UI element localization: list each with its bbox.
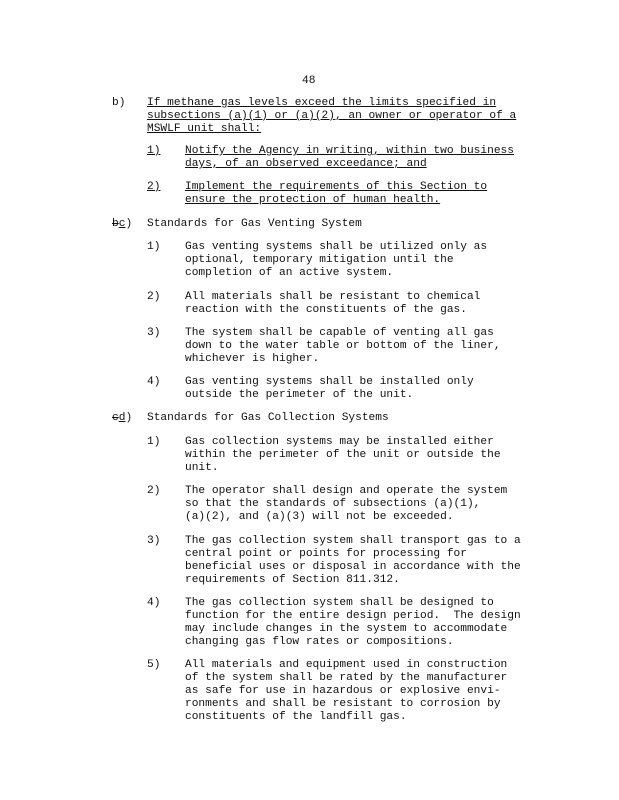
section-c-heading: Standards for Gas Venting System [147, 218, 362, 230]
section-d-item-5-line-2: of the system shall be rated by the manufacturer [185, 672, 508, 684]
section-d-item-4-line-1: The gas collection system shall be designed to [185, 597, 494, 609]
section-d-label-paren: ) [125, 412, 133, 424]
section-c-label-inserted: c [118, 218, 126, 230]
section-d-item-4-line-4: changing gas flow rates or compositions. [185, 636, 454, 648]
section-c-item-4-line-2: outside the perimeter of the unit. [185, 389, 414, 401]
section-d-item-2-line-1: The operator shall design and operate the system [185, 485, 508, 497]
section-d-item-5-line-4: ronments and shall be resistant to corrosion by [185, 698, 501, 710]
section-d-item-3-line-4: requirements of Section 811.312. [185, 574, 400, 586]
section-d-item-1-line-1: Gas collection systems may be installed either [185, 436, 494, 448]
page-number: 48 [302, 75, 316, 87]
section-d-item-1-num: 1) [147, 436, 161, 448]
section-d-item-3-line-1: The gas collection system shall transport gas to a [185, 535, 521, 547]
section-d-item-5-line-3: as safe for use in hazardous or explosive envi- [185, 685, 501, 697]
section-c-item-4-line-1: Gas venting systems shall be installed only [185, 376, 474, 388]
section-c-item-3-line-2: down to the water table or bottom of the liner, [185, 340, 501, 352]
section-d-item-4-line-2: function for the entire design period. The design [185, 610, 521, 622]
section-d-item-2-line-2: so that the standards of subsections (a)(1), [185, 498, 481, 510]
section-c-item-2-line-1: All materials shall be resistant to chemical [185, 291, 481, 303]
section-d-label [112, 412, 132, 425]
section-d-item-2-num: 2) [147, 485, 161, 497]
section-c-label [112, 218, 132, 231]
section-d-heading: Standards for Gas Collection Systems [147, 412, 389, 424]
section-d-item-3-num: 3) [147, 535, 161, 547]
section-b-line-2: subsections (a)(1) or (a)(2), an owner or operator of a [147, 110, 517, 122]
section-c-item-4-num: 4) [147, 376, 161, 388]
section-b-item-2-line-2: ensure the protection of human health. [185, 194, 441, 206]
section-d-item-1-line-3: unit. [185, 462, 219, 474]
section-d-item-1-line-2: within the perimeter of the unit or outside the [185, 449, 501, 461]
section-d-item-4-num: 4) [147, 597, 161, 609]
section-d-label-deleted: c [112, 412, 119, 424]
section-d-label-inserted: d [118, 412, 126, 424]
section-b-item-1-line-1: Notify the Agency in writing, within two business [185, 145, 514, 157]
section-d-item-5-line-1: All materials and equipment used in construction [185, 659, 508, 671]
section-c-item-2-line-2: reaction with the constituents of the gas. [185, 304, 467, 316]
section-d-item-2-line-3: (a)(2), and (a)(3) will not be exceeded. [185, 511, 454, 523]
section-d-item-4-line-3: may include changes in the system to accommodate [185, 623, 508, 635]
section-c-item-2-num: 2) [147, 291, 161, 303]
section-c-item-3-num: 3) [147, 327, 161, 339]
section-d-item-5-num: 5) [147, 659, 161, 671]
section-c-item-3-line-1: The system shall be capable of venting all gas [185, 327, 494, 339]
section-c-item-1-num: 1) [147, 241, 161, 253]
section-b-item-1-num: 1) [147, 145, 161, 157]
section-b-line-3: MSWLF unit shall: [147, 123, 262, 135]
section-c-label-paren: ) [125, 218, 133, 230]
section-b-item-2-line-1: Implement the requirements of this Section to [185, 181, 488, 193]
section-c-item-1-line-1: Gas venting systems shall be utilized only as [185, 241, 488, 253]
section-d-item-5-line-5: constituents of the landfill gas. [185, 711, 407, 723]
section-c-item-1-line-3: completion of an active system. [185, 267, 394, 279]
section-c-label-deleted: b [112, 218, 119, 230]
section-b-label: b) [112, 97, 126, 109]
section-d-item-3-line-3: beneficial uses or disposal in accordance with the [185, 561, 521, 573]
section-d-item-3-line-2: central point or points for processing for [185, 548, 467, 560]
section-b-line-1: If methane gas levels exceed the limits specified in [147, 97, 497, 109]
section-c-item-3-line-3: whichever is higher. [185, 353, 320, 365]
section-b-item-2-num: 2) [147, 181, 161, 193]
section-b-item-1-line-2: days, of an observed exceedance; and [185, 158, 427, 170]
section-c-item-1-line-2: optional, temporary mitigation until the [185, 254, 454, 266]
